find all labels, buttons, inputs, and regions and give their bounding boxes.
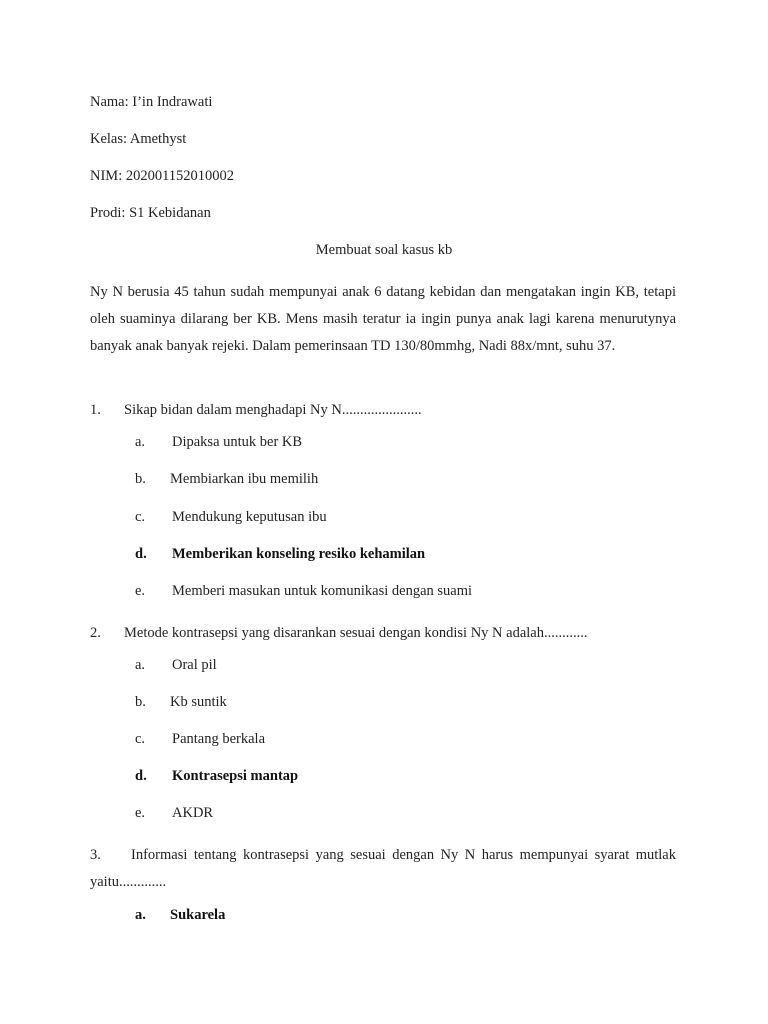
question-1: [90, 397, 676, 424]
case-description: Ny N berusia 45 tahun sudah mempunyai anak 6 datang kebidan dan mengatakan ingin KB, tetapi oleh suaminya dilarang ber KB. Mens masih teratur ia ingin punya anak lagi karena menurutynya banyak anak banyak rejeki. Dalam pemerinsaan TD 130/80mmhg, Nadi 88x/mnt, suhu 37.: [90, 284, 676, 354]
option-text: Mendukung keputusan ibu: [172, 509, 327, 525]
option-letter: a.: [135, 657, 146, 673]
option-text: Memberikan konseling resiko kehamilan: [172, 546, 426, 562]
question-2-option-c: [135, 731, 265, 748]
question-number: 1.: [90, 402, 101, 418]
question-number: 2.: [90, 625, 101, 641]
option-letter: e.: [135, 583, 146, 599]
question-1-option-b: [135, 471, 318, 488]
student-name: Nama: I’in Indrawati: [90, 94, 213, 110]
question-1-option-d: [135, 546, 425, 563]
document-title-text: Membuat soal kasus kb: [315, 242, 453, 258]
option-letter: a.: [135, 434, 146, 450]
question-2-option-a: [135, 657, 217, 674]
option-letter: a.: [135, 907, 146, 923]
option-text: AKDR: [172, 805, 214, 821]
option-letter: b.: [135, 471, 146, 487]
question-1-option-a: [135, 434, 302, 451]
option-letter: d.: [135, 546, 147, 562]
option-letter: c.: [135, 731, 146, 747]
document-title: [0, 242, 768, 259]
question-2-option-e: [135, 805, 213, 822]
option-letter: e.: [135, 805, 146, 821]
option-text: Sukarela: [170, 907, 226, 923]
question-text: Sikap bidan dalam menghadapi Ny N......................: [124, 402, 422, 418]
option-text: Membiarkan ibu memilih: [170, 471, 319, 487]
option-text: Kb suntik: [170, 694, 227, 710]
question-3-option-a: [135, 907, 225, 924]
option-text: Pantang berkala: [172, 731, 266, 747]
student-prodi: Prodi: S1 Kebidanan: [90, 205, 211, 221]
option-letter: d.: [135, 768, 147, 784]
question-1-option-e: [135, 583, 472, 600]
option-text: Memberi masukan untuk komunikasi dengan suami: [172, 583, 473, 599]
question-number: 3.: [90, 847, 101, 863]
option-letter: b.: [135, 694, 146, 710]
option-text: Kontrasepsi mantap: [172, 768, 299, 784]
student-class: Kelas: Amethyst: [90, 131, 187, 147]
option-text: Dipaksa untuk ber KB: [172, 434, 303, 450]
option-text: Oral pil: [172, 657, 217, 673]
option-letter: c.: [135, 509, 146, 525]
question-text: Metode kontrasepsi yang disarankan sesuai dengan kondisi Ny N adalah............: [124, 625, 588, 641]
student-nim: NIM: 202001152010002: [90, 168, 235, 184]
question-3: [90, 842, 676, 896]
question-2-option-d: [135, 768, 298, 785]
question-1-option-c: [135, 509, 327, 526]
question-2: [90, 620, 676, 647]
question-text: Informasi tentang kontrasepsi yang sesuai dengan Ny N harus mempunyai syarat mutlak yaitu.............: [90, 847, 676, 890]
question-2-option-b: [135, 694, 227, 711]
